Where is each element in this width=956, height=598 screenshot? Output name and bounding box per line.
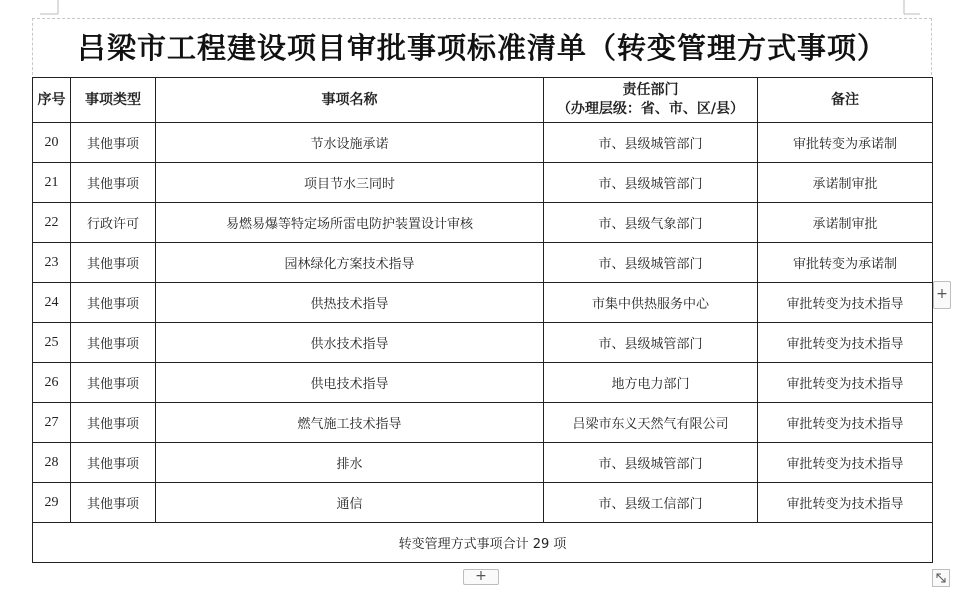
row-dept: 吕梁市东义天然气有限公司 bbox=[544, 403, 758, 443]
table-header-row bbox=[33, 78, 933, 123]
row-note: 承诺制审批 bbox=[758, 163, 933, 203]
row-type: 其他事项 bbox=[71, 443, 156, 483]
header-dept-line2: （办理层级：省、市、区/县） bbox=[556, 101, 745, 117]
row-note: 审批转变为技术指导 bbox=[758, 443, 933, 483]
row-name: 项目节水三同时 bbox=[156, 163, 544, 203]
row-no: 23 bbox=[33, 243, 71, 283]
resize-arrow-icon bbox=[933, 570, 949, 586]
row-dept: 市、县级气象部门 bbox=[544, 203, 758, 243]
document-title: 吕梁市工程建设项目审批事项标准清单（转变管理方式事项） bbox=[32, 18, 932, 75]
row-dept: 市集中供热服务中心 bbox=[544, 283, 758, 323]
row-name: 易燃易爆等特定场所雷电防护装置设计审核 bbox=[156, 203, 544, 243]
approval-items-table bbox=[32, 77, 933, 563]
row-dept: 市、县级城管部门 bbox=[544, 163, 758, 203]
row-dept: 市、县级工信部门 bbox=[544, 483, 758, 523]
row-no: 24 bbox=[33, 283, 71, 323]
row-name: 排水 bbox=[156, 443, 544, 483]
total-summary: 转变管理方式事项合计 29 项 bbox=[33, 523, 933, 563]
row-no: 22 bbox=[33, 203, 71, 243]
row-note: 审批转变为技术指导 bbox=[758, 323, 933, 363]
row-no: 20 bbox=[33, 123, 71, 163]
table-resize-handle-icon[interactable] bbox=[932, 569, 950, 587]
row-type: 其他事项 bbox=[71, 323, 156, 363]
row-type: 其他事项 bbox=[71, 403, 156, 443]
table-footer-row bbox=[33, 523, 933, 563]
row-dept: 地方电力部门 bbox=[544, 363, 758, 403]
row-dept: 市、县级城管部门 bbox=[544, 243, 758, 283]
table-row bbox=[33, 203, 933, 243]
table-row bbox=[33, 283, 933, 323]
row-no: 28 bbox=[33, 443, 71, 483]
row-name: 供热技术指导 bbox=[156, 283, 544, 323]
row-no: 29 bbox=[33, 483, 71, 523]
row-name: 园林绿化方案技术指导 bbox=[156, 243, 544, 283]
row-note: 审批转变为技术指导 bbox=[758, 283, 933, 323]
table-row bbox=[33, 363, 933, 403]
table-row bbox=[33, 163, 933, 203]
row-type: 其他事项 bbox=[71, 123, 156, 163]
row-note: 审批转变为承诺制 bbox=[758, 243, 933, 283]
table-row bbox=[33, 123, 933, 163]
row-type: 行政许可 bbox=[71, 203, 156, 243]
row-no: 21 bbox=[33, 163, 71, 203]
header-type: 事项类型 bbox=[71, 78, 156, 123]
table-row bbox=[33, 403, 933, 443]
row-type: 其他事项 bbox=[71, 483, 156, 523]
row-no: 27 bbox=[33, 403, 71, 443]
row-note: 承诺制审批 bbox=[758, 203, 933, 243]
row-type: 其他事项 bbox=[71, 363, 156, 403]
row-note: 审批转变为技术指导 bbox=[758, 483, 933, 523]
row-name: 供水技术指导 bbox=[156, 323, 544, 363]
header-dept-line1: 责任部门 bbox=[622, 82, 679, 98]
table-row bbox=[33, 483, 933, 523]
row-name: 通信 bbox=[156, 483, 544, 523]
add-row-plus-icon[interactable]: + bbox=[463, 569, 499, 585]
row-dept: 市、县级城管部门 bbox=[544, 123, 758, 163]
row-type: 其他事项 bbox=[71, 163, 156, 203]
header-note: 备注 bbox=[758, 78, 933, 123]
table-row bbox=[33, 443, 933, 483]
row-no: 26 bbox=[33, 363, 71, 403]
header-name: 事项名称 bbox=[156, 78, 544, 123]
row-type: 其他事项 bbox=[71, 243, 156, 283]
row-note: 审批转变为承诺制 bbox=[758, 123, 933, 163]
table-row bbox=[33, 323, 933, 363]
header-dept bbox=[544, 78, 758, 123]
row-dept: 市、县级城管部门 bbox=[544, 443, 758, 483]
header-no: 序号 bbox=[33, 78, 71, 123]
row-note: 审批转变为技术指导 bbox=[758, 403, 933, 443]
table-row bbox=[33, 243, 933, 283]
row-name: 节水设施承诺 bbox=[156, 123, 544, 163]
row-no: 25 bbox=[33, 323, 71, 363]
row-type: 其他事项 bbox=[71, 283, 156, 323]
row-name: 燃气施工技术指导 bbox=[156, 403, 544, 443]
add-column-plus-icon[interactable]: + bbox=[933, 281, 951, 309]
row-note: 审批转变为技术指导 bbox=[758, 363, 933, 403]
row-name: 供电技术指导 bbox=[156, 363, 544, 403]
row-dept: 市、县级城管部门 bbox=[544, 323, 758, 363]
